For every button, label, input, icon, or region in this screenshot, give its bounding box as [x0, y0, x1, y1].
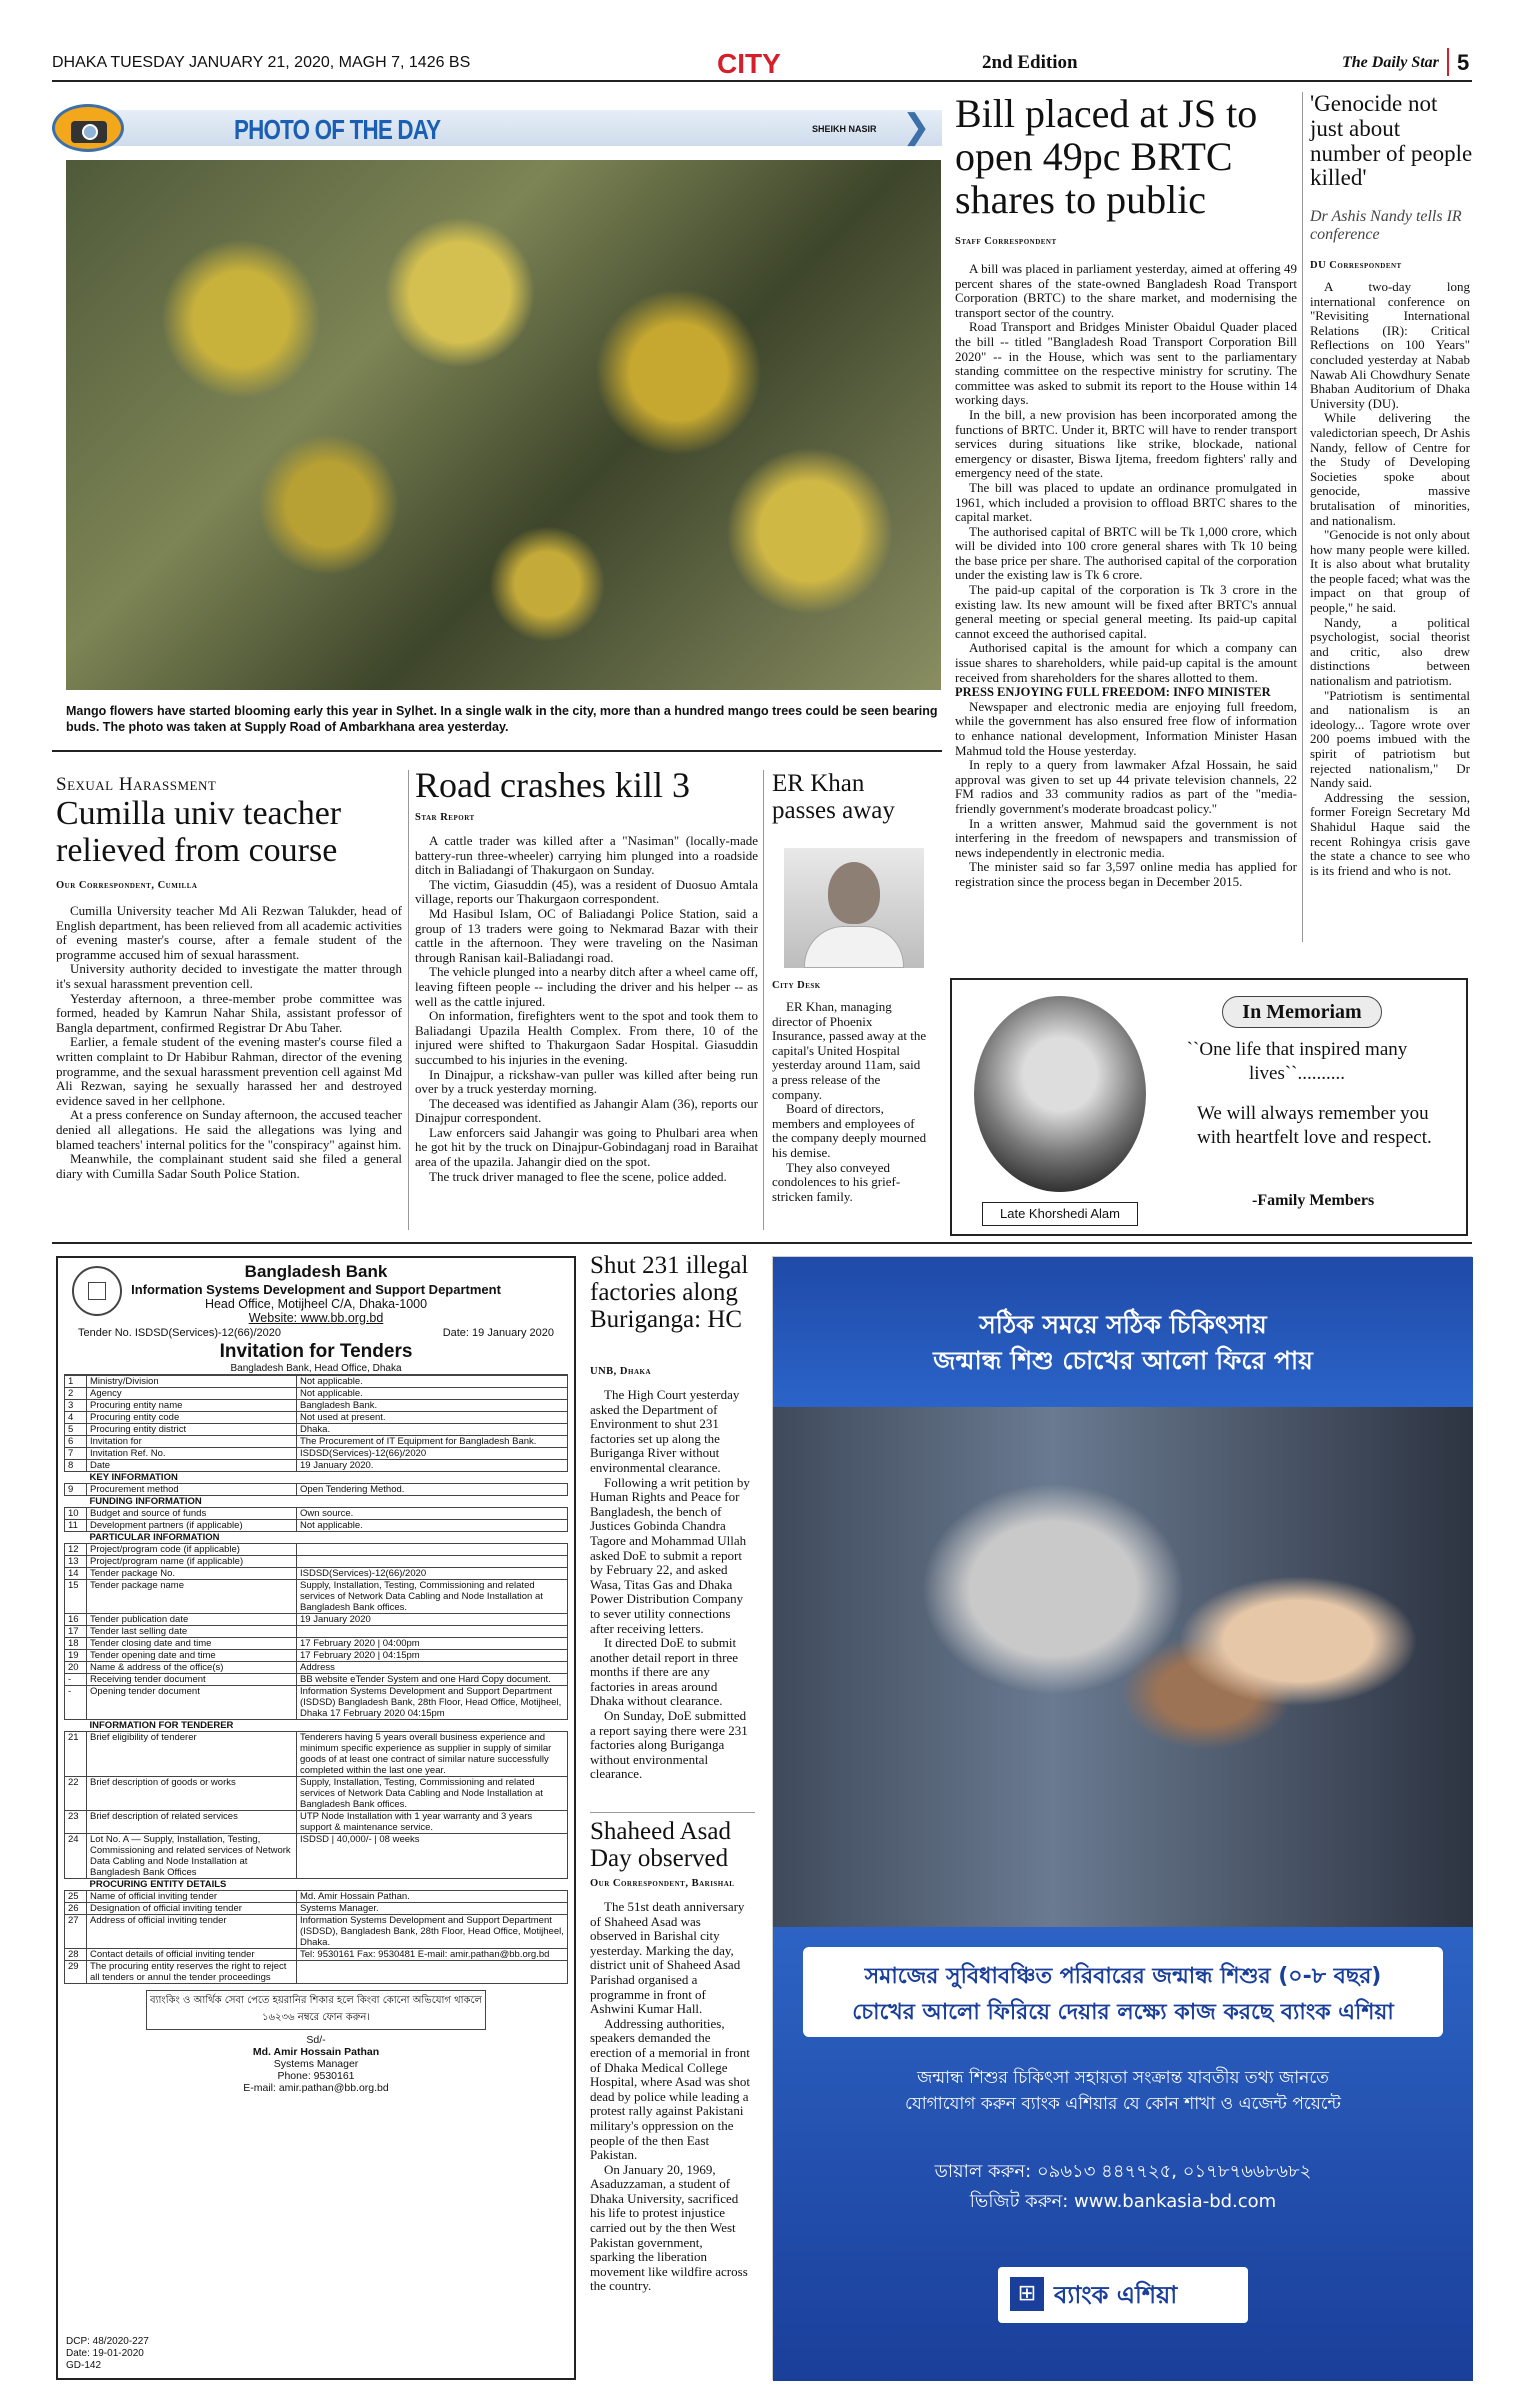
- tender-cell-number: 9: [65, 1484, 87, 1496]
- tender-cell-number: 16: [65, 1614, 87, 1626]
- tender-cell-label: Tender opening date and time: [87, 1650, 297, 1662]
- cumilla-kicker: Sexual Harassment: [56, 774, 217, 795]
- page-number: 5: [1457, 50, 1470, 75]
- tender-cell-value: ISDSD | 40,000/- | 08 weeks: [297, 1834, 568, 1879]
- tender-cell-label: Contact details of official inviting tender: [87, 1949, 297, 1961]
- tender-cell-label: Date: [87, 1460, 297, 1472]
- tender-cell-number: 6: [65, 1436, 87, 1448]
- tender-subtitle: Bangladesh Bank, Head Office, Dhaka: [64, 1363, 568, 1375]
- tender-cell-value: [297, 1556, 568, 1568]
- tender-cell-value: Not applicable.: [297, 1376, 568, 1388]
- tender-cell-label: Budget and source of funds: [87, 1508, 297, 1520]
- tender-row: [65, 1811, 568, 1834]
- tender-cell-label: Name & address of the office(s): [87, 1662, 297, 1674]
- mango-flower-photo: [66, 160, 941, 690]
- buriganga-byline: UNB, Dhaka: [590, 1366, 652, 1377]
- tender-row: [65, 1614, 568, 1626]
- tender-cell-value: [297, 1496, 568, 1508]
- tender-cell-value: Open Tendering Method.: [297, 1484, 568, 1496]
- tender-cell-number: 28: [65, 1949, 87, 1961]
- camera-icon: [52, 104, 124, 152]
- bank-asia-logo-icon: ⊞: [1010, 2277, 1044, 2311]
- section-name: CITY: [717, 48, 781, 79]
- tender-cell-label: Brief description of goods or works: [87, 1777, 297, 1811]
- tender-office: Head Office, Motijheel C/A, Dhaka-1000: [204, 1297, 428, 1311]
- tender-cell-number: 8: [65, 1460, 87, 1472]
- tender-bangla-note: ব্যাংকিং ও আর্থিক সেবা পেতে হয়রানির শিকার হলে কিংবা কোনো অভিযোগ থাকলে ১৬২৩৬ নম্বরে ফোন করুন।: [146, 1990, 486, 2030]
- tender-cell-label: Receiving tender document: [87, 1674, 297, 1686]
- tender-cell-label: Lot No. A — Supply, Installation, Testing, Commissioning and related services of Network Data Cabling and Node Installation at Bangladesh Bank Offices: [87, 1834, 297, 1879]
- tender-signature: Sd/- Md. Amir Hossain Pathan Systems Manager Phone: 9530161 E-mail: amir.pathan@bb.org.bd: [243, 2034, 389, 2094]
- tender-cell-number: 29: [65, 1961, 87, 1984]
- brtc-headline: Bill placed at JS to open 49pc BRTC shares to public: [955, 91, 1258, 223]
- tender-row: [65, 1508, 568, 1520]
- cumilla-body: Cumilla University teacher Md Ali Rezwan Talukder, head of English department, has been relieved from all academic activities of evening master's course, after a female student of the programme accused him of sexual harassment. University authority decided to investigate the matter through it's sexual harassment prevention cell. Yesterday afternoon, a three-member probe committee was formed, headed by Kamrun Nahar Shila, assistant professor of Bangla department, confirmed Registrar Dr Abu Taher. Earlier, a female student of the evening master's course filed a written complaint to Dr Habibur Rahman, director of the evening programme, and the sexual harassment prevention cell against Md Ali Rezwan, saying he sexually harassed her and destroyed evidence saved in her cellphone. At a press conference on Sunday afternoon, the accused teacher denied all allegations. He said the allegations was lying and blamed teachers' internal politics for the "conspiracy" against him. Meanwhile, the complainant student said she filed a general diary with Cumilla Sadar South Police Station.: [56, 903, 402, 1181]
- tender-cell-label: Development partners (if applicable): [87, 1520, 297, 1532]
- tender-cell-label: Address of official inviting tender: [87, 1915, 297, 1949]
- buriganga-headline: Shut 231 illegal factories along Buriganga: HC: [590, 1252, 749, 1333]
- tender-cell-number: 10: [65, 1508, 87, 1520]
- tender-dept: Information Systems Development and Support Department: [131, 1282, 501, 1297]
- tender-cell-value: [297, 1472, 568, 1484]
- tender-row: [65, 1961, 568, 1984]
- tender-cell-number: 17: [65, 1626, 87, 1638]
- paper-logo: The Daily Star: [1342, 54, 1439, 71]
- tender-cell-value: [297, 1532, 568, 1544]
- tender-row: [65, 1568, 568, 1580]
- tender-row: [65, 1777, 568, 1811]
- tender-cell-label: The procuring entity reserves the right to reject all tenders or annul the tender proceedings: [87, 1961, 297, 1984]
- memoriam-name: Late Khorshedi Alam: [982, 1202, 1138, 1226]
- dateline: DHAKA TUESDAY JANUARY 21, 2020, MAGH 7, 1426 BS: [52, 54, 471, 71]
- tender-row: [65, 1674, 568, 1686]
- tender-row: [65, 1448, 568, 1460]
- erkhan-byline: City Desk: [772, 980, 821, 991]
- tender-cell-label: Procuring entity district: [87, 1424, 297, 1436]
- edition-label: 2nd Edition: [982, 52, 1078, 73]
- tender-cell-value: 17 February 2020 | 04:00pm: [297, 1638, 568, 1650]
- tender-cell-label: PROCURING ENTITY DETAILS: [87, 1879, 297, 1891]
- asad-body: The 51st death anniversary of Shaheed Asad was observed in Barishal city yesterday. Marking the day, district unit of Shaheed Asad Parishad organised a programme in front of Ashwini Kumar Hall. Addressing authorities, speakers demanded the erection of a memorial in front of Dhaka Medical College Hospital, where Asad was shot dead by police while leading a protest rally against Pakistani military's oppression on the people of the then East Pakistan. On January 20, 1969, Asaduzzaman, a student of Dhaka University, sacrificed his life to protest injustice carried out by the then West Pakistan government, sparking the liberation movement like wildfire across the country.: [590, 1899, 750, 2294]
- tender-cell-value: ISDSD(Services)-12(66)/2020: [297, 1448, 568, 1460]
- tender-row: [65, 1720, 568, 1732]
- tender-cell-label: PARTICULAR INFORMATION: [87, 1532, 297, 1544]
- tender-cell-number: 3: [65, 1400, 87, 1412]
- tender-cell-value: 19 January 2020: [297, 1614, 568, 1626]
- tender-cell-label: Tender publication date: [87, 1614, 297, 1626]
- tender-cell-label: Tender last selling date: [87, 1626, 297, 1638]
- tender-row: [65, 1388, 568, 1400]
- tender-row: [65, 1915, 568, 1949]
- tender-cell-label: Procuring entity code: [87, 1412, 297, 1424]
- ad-visit[interactable]: ভিজিট করুন: www.bankasia-bd.com: [969, 2191, 1277, 2212]
- tender-cell-label: INFORMATION FOR TENDERER: [87, 1720, 297, 1732]
- road-byline: Star Report: [415, 812, 475, 823]
- tender-cell-value: Supply, Installation, Testing, Commissioning and related services of Network Data Cabling and Node Installation at Bangladesh Bank offices.: [297, 1580, 568, 1614]
- tender-cell-number: 27: [65, 1915, 87, 1949]
- tender-cell-value: ISDSD(Services)-12(66)/2020: [297, 1568, 568, 1580]
- tender-cell-label: Invitation Ref. No.: [87, 1448, 297, 1460]
- tender-cell-label: Agency: [87, 1388, 297, 1400]
- bank-asia-brand: ব্যাংক এশিয়া: [1054, 2281, 1178, 2309]
- tender-cell-value: Bangladesh Bank.: [297, 1400, 568, 1412]
- tender-table: [64, 1375, 568, 1984]
- tender-cell-value: Supply, Installation, Testing, Commissioning and related services of Network Data Cabling and Node Installation at Bangladesh Bank offices.: [297, 1777, 568, 1811]
- tender-row: [65, 1580, 568, 1614]
- eye-exam-photo: [773, 1407, 1473, 1927]
- tender-row: [65, 1484, 568, 1496]
- tender-cell-number: 24: [65, 1834, 87, 1879]
- tender-dcp: DCP: 48/2020-227 Date: 19-01-2020 GD-142: [66, 2336, 149, 2371]
- memoriam-title: In Memoriam: [1222, 996, 1382, 1028]
- tender-cell-label: KEY INFORMATION: [87, 1472, 297, 1484]
- tender-cell-value: Tenderers having 5 years overall business experience and minimum specific experience as supplier in supply of similar goods of at least one contract of similar nature successfully completed within the last one year.: [297, 1732, 568, 1777]
- memoriam-quote: ``One life that inspired many lives``..........: [1186, 1039, 1408, 1084]
- tender-cell-number: 5: [65, 1424, 87, 1436]
- tender-row: [65, 1834, 568, 1879]
- tender-cell-label: Procuring entity name: [87, 1400, 297, 1412]
- tender-cell-number: -: [65, 1674, 87, 1686]
- tender-cell-number: [65, 1879, 87, 1891]
- tender-cell-number: 13: [65, 1556, 87, 1568]
- tender-row: [65, 1472, 568, 1484]
- tender-row: [65, 1400, 568, 1412]
- tender-cell-number: -: [65, 1686, 87, 1720]
- tender-cell-number: 7: [65, 1448, 87, 1460]
- tender-row: [65, 1424, 568, 1436]
- tender-cell-value: Dhaka.: [297, 1424, 568, 1436]
- tender-cell-value: Information Systems Development and Support Department (ISDSD) Bangladesh Bank, 28th Floor, Head Office, Motijheel, Dhaka 17 February 2020 04:15pm: [297, 1686, 568, 1720]
- ad-headline-1: সঠিক সময়ে সঠিক চিকিৎসায়: [979, 1310, 1267, 1339]
- tender-cell-value: Not applicable.: [297, 1388, 568, 1400]
- ad-info-1: জন্মান্ধ শিশুর চিকিৎসা সহায়তা সংক্রান্ত যাবতীয় তথ্য জানতে: [917, 2068, 1329, 2088]
- asad-byline: Our Correspondent, Barishal: [590, 1878, 735, 1889]
- tender-cell-value: The Procurement of IT Equipment for Bangladesh Bank.: [297, 1436, 568, 1448]
- tender-cell-number: 15: [65, 1580, 87, 1614]
- column-rule: [1302, 92, 1303, 942]
- buriganga-body: The High Court yesterday asked the Department of Environment to shut 231 factories set up along the Buriganga River without environmental clearance. Following a writ petition by Human Rights and Peace for Bangladesh, the bench of Justices Gobinda Chandra Tagore and Mohammad Ullah asked DoE to submit a report by February 22, and asked Wasa, Titas Gas and Dhaka Power Distribution Company to sever utility connections after receiving letters. It directed DoE to submit another detail report in three months if there are any factories in areas around Dhaka without clearance. On Sunday, DoE submitted a report saying there were 231 factories along Buriganga without environmental clearance.: [590, 1387, 750, 1782]
- bank-asia-logo: [998, 2267, 1248, 2323]
- ad-headline-2: জন্মান্ধ শিশু চোখের আলো ফিরে পায়: [933, 1346, 1313, 1375]
- erkhan-body: ER Khan, managing director of Phoenix Insurance, passed away at the capital's United Hospital yesterday around 11am, said a press release of the company. Board of directors, members and employees of the company deeply mourned his demise. They also conveyed condolences to his grief-stricken family.: [772, 999, 927, 1204]
- tender-website[interactable]: Website: www.bb.org.bd: [248, 1311, 384, 1325]
- tender-cell-label: Tender package name: [87, 1580, 297, 1614]
- road-body: A cattle trader was killed after a "Nasiman" (locally-made battery-run three-wheeler) carrying him plunged into a roadside ditch in Baliadangi of Thakurgaon on Sunday. The victim, Giasuddin (45), was a resident of Duosuo Amtala village, reports our Thakurgaon correspondent. Md Hasibul Islam, OC of Baliadangi Police Station, said a group of 13 traders were going to Nekmarad Bazar with their cattle in the afternoon. They were traveling on the Nasiman through Ranisan kail-Baliadangi road. The vehicle plunged into a nearby ditch after a wheel came off, leaving fifteen people -- including the driver and his helper -- as well as the cattle injured. On information, firefighters went to the spot and took them to Baliadangi Upazila Health Complex. From there, 10 of the injured were shifted to Thakurgaon Sadar Hospital. Giasuddin succumbed to his injuries in the evening. In Dinajpur, a rickshaw-van puller was killed after being run over by a truck yesterday morning. The deceased was identified as Jahangir Alam (36), reports our Dinajpur correspondent. Law enforcers said Jahangir was going to Phulbari area when he got hit by the truck on Dinajpur-Gobindaganj road in Baraihat area of the upazila. Jahangir died on the spot. The truck driver managed to flee the scene, police added.: [415, 833, 758, 1184]
- tender-row: [65, 1650, 568, 1662]
- tender-row: [65, 1520, 568, 1532]
- tender-cell-number: 21: [65, 1732, 87, 1777]
- tender-cell-value: [297, 1879, 568, 1891]
- tender-cell-number: [65, 1532, 87, 1544]
- genocide-body: A two-day long international conference on "Revisiting International Relations (IR): Critical Reflections on 100 Years" concluded yesterday at Nabab Nawab Ali Chowdhury Senate Bhaban Auditorium of Dhaka University (DU). While delivering the valedictorian speech, Dr Ashis Nandy, fellow of Centre for the Study of Developing Societies spoke about genocide, massive brutalisation of minorities, and nationalism. "Genocide is not only about how many people were killed. It is also about what brutality the people faced; what was the impact on that group of people," he said. Nandy, a political psychologist, social theorist and critic, also drew distinctions between nationalism and patriotism. "Patriotism is sentimental and nationalism is an ideology... Tagore wrote over 200 poems imbued with the spirit of patriotism but rejected nationalism," Dr Nandy said. Addressing the session, former Foreign Secretary Md Shahidul Haque said the recent Rohingya crisis gave the state a chance to see who is its friend and who is not.: [1310, 279, 1470, 878]
- tender-bank: Bangladesh Bank: [244, 1262, 388, 1281]
- erkhan-portrait: [784, 848, 924, 968]
- tender-row: [65, 1460, 568, 1472]
- tender-cell-number: 25: [65, 1891, 87, 1903]
- ad-mid-2: চোখের আলো ফিরিয়ে দেয়ার লক্ষ্যে কাজ করছে ব্যাংক এশিয়া: [852, 2000, 1394, 2025]
- tender-cell-label: Project/program code (if applicable): [87, 1544, 297, 1556]
- tender-cell-value: Address: [297, 1662, 568, 1674]
- tender-row: [65, 1556, 568, 1568]
- bank-asia-ad: [772, 1256, 1472, 2380]
- ad-info-2: যোগাযোগ করুন ব্যাংক এশিয়ার যে কোন শাখা ও এজেন্ট পয়েন্টে: [905, 2094, 1341, 2114]
- tender-cell-number: [65, 1496, 87, 1508]
- tender-cell-label: Tender package No.: [87, 1568, 297, 1580]
- tender-row: [65, 1903, 568, 1915]
- tender-row: [65, 1638, 568, 1650]
- tender-cell-label: Ministry/Division: [87, 1376, 297, 1388]
- tender-cell-number: 11: [65, 1520, 87, 1532]
- tender-row: [65, 1544, 568, 1556]
- cumilla-headline: Cumilla univ teacher relieved from course: [56, 795, 342, 869]
- ad-mid-1: সমাজের সুবিধাবঞ্চিত পরিবারের জন্মান্ধ শিশুর (০-৮ বছর): [864, 1964, 1382, 1989]
- brtc-byline: Staff Correspondent: [955, 236, 1057, 247]
- tender-title: Invitation for Tenders: [219, 1341, 413, 1362]
- erkhan-headline: ER Khan passes away: [772, 770, 895, 824]
- tender-row: [65, 1532, 568, 1544]
- cumilla-byline: Our Correspondent, Cumilla: [56, 880, 198, 891]
- tender-cell-label: FUNDING INFORMATION: [87, 1496, 297, 1508]
- tender-cell-number: 1: [65, 1376, 87, 1388]
- tender-cell-label: Opening tender document: [87, 1686, 297, 1720]
- tender-number: Tender No. ISDSD(Services)-12(66)/2020: [78, 1327, 281, 1339]
- tender-cell-number: 14: [65, 1568, 87, 1580]
- tender-cell-number: 19: [65, 1650, 87, 1662]
- tender-row: [65, 1436, 568, 1448]
- tender-cell-value: Tel: 9530161 Fax: 9530481 E-mail: amir.pathan@bb.org.bd: [297, 1949, 568, 1961]
- tender-cell-label: Brief eligibility of tenderer: [87, 1732, 297, 1777]
- memoriam-box: [950, 978, 1468, 1236]
- tender-cell-number: 22: [65, 1777, 87, 1811]
- genocide-headline: 'Genocide not just about number of people killed': [1310, 91, 1473, 191]
- tender-cell-value: 19 January 2020.: [297, 1460, 568, 1472]
- bangladesh-bank-seal-icon: [72, 1266, 122, 1316]
- tender-row: [65, 1496, 568, 1508]
- page-divider: [1447, 48, 1449, 76]
- genocide-byline: DU Correspondent: [1310, 260, 1402, 271]
- tender-date: Date: 19 January 2020: [442, 1327, 554, 1339]
- photo-credit: SHEIKH NASIR: [812, 124, 877, 134]
- road-headline: Road crashes kill 3: [415, 765, 690, 805]
- tender-cell-value: Information Systems Development and Support Department (ISDSD), Bangladesh Bank, 28th Floor, Head Office, Motijheel, Dhaka.: [297, 1915, 568, 1949]
- brtc-body: A bill was placed in parliament yesterday, aimed at offering 49 percent shares of the state-owned Bangladesh Road Transport Corporation (BRTC) to the share market, and modernising the transport sector of the country. Road Transport and Bridges Minister Obaidul Quader placed the bill -- titled "Bangladesh Road Transport Corporation Bill 2020" -- in the House, which was sent to the parliamentary standing committee on the respective ministry for scrutiny. The committee was asked to submit its report to the House within 14 working days. In the bill, a new provision has been incorporated among the functions of BRTC. Under it, BRTC will have to render transport services during situations like strike, blockade, national emergency or disaster, Biswa Ijtema, freedom fighters' rally and emergency need of the state. The bill was placed to update an ordinance promulgated in 1961, which included a provision to offload BRTC shares to the capital market. The authorised capital of BRTC will be Tk 1,000 crore, which will be divided into 100 crore general shares with Tk 10 being the base price per share. The authorised capital of the corporation under the existing law is Tk 6 crore. The paid-up capital of the corporation is Tk 3 crore in the existing law. Its new amount will be fixed after BRTC's annual general meeting or special general meeting. Its paid-up capital cannot exceed the authorised capital. Authorised capital is the amount for which a company can issue shares to shareholders, while paid-up capital is the amount received from shareholders for the shares allotted to them. PRESS ENJOYING FULL FREEDOM: INFO MINISTER Newspaper and electronic media are enjoying full freedom, while the government has also ensured free flow of information to enhance national development, Information Minister Hasan Mahmud told the House yesterday. In reply to a query from lawmaker Afzal Hossain, he said approval was given to set up 44 private television channels, 22 FM radios and 33 community radios as part of the "media-friendly government's moderate broadcast policy." In a written answer, Mahmud said the government is not interfering in the freedom of newspapers and transmission of news independently in electronic media. The minister said so far 3,597 online media has applied for registration since the process began in December 2015.: [955, 261, 1297, 889]
- tender-cell-value: UTP Node Installation with 1 year warranty and 3 years support & maintenance service.: [297, 1811, 568, 1834]
- tender-cell-number: 4: [65, 1412, 87, 1424]
- tender-row: [65, 1949, 568, 1961]
- memoriam-message: We will always remember you with heartfelt love and respect.: [1197, 1103, 1432, 1148]
- tender-row: [65, 1891, 568, 1903]
- tender-cell-number: 2: [65, 1388, 87, 1400]
- tender-row: [65, 1662, 568, 1674]
- tender-cell-number: 18: [65, 1638, 87, 1650]
- tender-cell-label: Designation of official inviting tender: [87, 1903, 297, 1915]
- tender-cell-value: Not used at present.: [297, 1412, 568, 1424]
- memoriam-sign: -Family Members: [1252, 1192, 1375, 1209]
- tender-cell-label: Project/program name (if applicable): [87, 1556, 297, 1568]
- tender-row: [65, 1412, 568, 1424]
- tender-cell-label: Invitation for: [87, 1436, 297, 1448]
- tender-cell-value: Own source.: [297, 1508, 568, 1520]
- brtc-subhead: PRESS ENJOYING FULL FREEDOM: INFO MINISTER: [955, 685, 1271, 700]
- asad-headline: Shaheed Asad Day observed: [590, 1818, 731, 1872]
- tender-cell-number: 20: [65, 1662, 87, 1674]
- ad-dial: ডায়াল করুন: ০৯৬১৩ ৪৪৭৭২৫, ০১৭৮৭৬৬৮৬৮২: [934, 2161, 1312, 2182]
- tender-cell-number: [65, 1720, 87, 1732]
- tender-cell-value: 17 February 2020 | 04:15pm: [297, 1650, 568, 1662]
- genocide-deck: Dr Ashis Nandy tells IR conference: [1310, 208, 1462, 243]
- tender-cell-value: Not applicable.: [297, 1520, 568, 1532]
- tender-cell-value: BB website eTender System and one Hard Copy document.: [297, 1674, 568, 1686]
- tender-cell-value: Md. Amir Hossain Pathan.: [297, 1891, 568, 1903]
- photo-caption: Mango flowers have started blooming early this year in Sylhet. In a single walk in the city, more than a hundred mango trees could be seen bearing buds. The photo was taken at Supply Road of Ambarkhana area yesterday.: [66, 704, 938, 734]
- photo-of-day-label: PHOTO OF THE DAY: [234, 114, 441, 145]
- tender-cell-number: 26: [65, 1903, 87, 1915]
- tender-cell-label: Name of official inviting tender: [87, 1891, 297, 1903]
- tender-cell-value: [297, 1626, 568, 1638]
- tender-row: [65, 1879, 568, 1891]
- tender-cell-value: [297, 1720, 568, 1732]
- photo-of-day-banner: [52, 104, 937, 152]
- tender-notice: [56, 1256, 576, 2380]
- tender-cell-label: Brief description of related services: [87, 1811, 297, 1834]
- tender-cell-value: [297, 1961, 568, 1984]
- memoriam-portrait: [974, 996, 1146, 1192]
- section-rule: [52, 750, 942, 752]
- tender-row: [65, 1686, 568, 1720]
- tender-cell-label: Procurement method: [87, 1484, 297, 1496]
- masthead: [52, 48, 1472, 82]
- tender-cell-number: 12: [65, 1544, 87, 1556]
- tender-cell-value: [297, 1544, 568, 1556]
- chevron-right-icon: ❯: [902, 109, 931, 146]
- tender-row: [65, 1376, 568, 1388]
- tender-cell-number: [65, 1472, 87, 1484]
- tender-cell-number: 23: [65, 1811, 87, 1834]
- tender-cell-label: Tender closing date and time: [87, 1638, 297, 1650]
- tender-row: [65, 1732, 568, 1777]
- tender-cell-value: Systems Manager.: [297, 1903, 568, 1915]
- tender-row: [65, 1626, 568, 1638]
